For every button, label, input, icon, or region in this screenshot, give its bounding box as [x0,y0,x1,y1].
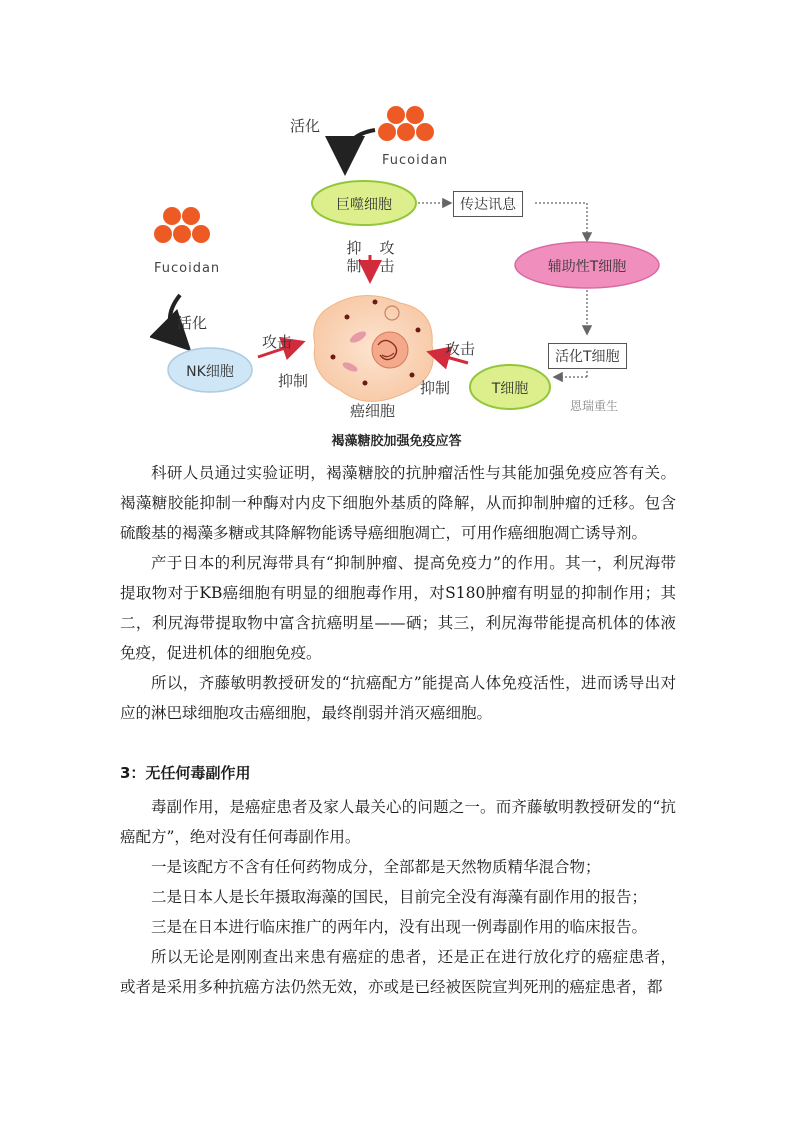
attack-label-vertical: 攻击 [379,239,395,275]
activate-label-top: 活化 [290,117,321,135]
fucoidan-label-top: Fucoidan [382,153,449,168]
activate-arrow-top [345,130,375,160]
paragraph-1: 科研人员通过实验证明，褐藻糖胶的抗肿瘤活性与其能加强免疫应答有关。褐藻糖胶能抑制一种酶对内皮下细胞外基质的降解，从而抑制肿瘤的迁移。包含硫酸基的褐藻多糖或其降解物能诱导癌细胞凋亡，可用作癌细胞凋亡诱导剂。 [120,464,676,542]
activate-label-left: 活化 [177,314,208,332]
paragraph-2: 产于日本的利尻海带具有“抑制肿瘤、提高免疫力”的作用。其一，利尻海带提取物对于KB癌细胞有明显的细胞毒作用，对S180肿瘤有明显的抑制作用；其二，利尻海带提取物中富含抗癌明星——硒；其三，利尻海带能提高机体的体液免疫，促进机体的细胞免疫。 [120,554,676,662]
helper-t-cell-label: 辅助性T细胞 [547,259,627,275]
cancer-cell-graphic [314,295,434,401]
t-cell-label: T细胞 [491,381,529,397]
paragraph-block-2 [120,792,676,1002]
activated-t-cell-box: 活化T细胞 [548,343,627,369]
figure-caption: 褐藻糖胶加强免疫应答 [331,434,462,449]
immune-response-diagram [150,95,680,430]
paragraph-5: 一是该配方不含有任何药物成分，全部都是天然物质精华混合物； [151,858,601,876]
fucoidan-dots-left [154,207,210,243]
attack-label-left: 攻击 [262,333,293,351]
paragraph-4: 毒副作用，是癌症患者及家人最关心的问题之一。而齐藤敏明教授研发的“抗癌配方”，绝对没有任何毒副作用。 [120,798,676,846]
inhibit-label-left: 抑制 [278,372,309,390]
watermark: 恩瑞重生 [570,399,619,413]
nk-cell-label: NK细胞 [186,364,234,380]
fucoidan-label-left: Fucoidan [154,261,221,276]
paragraph-6: 二是日本人是长年摄取海藻的国民，目前完全没有海藻有副作用的报告； [151,888,648,906]
paragraph-block-1 [120,458,676,728]
paragraph-3: 所以，齐藤敏明教授研发的“抗癌配方”能提高人体免疫活性，进而诱导出对应的淋巴球细胞攻击癌细胞，最终削弱并消灭癌细胞。 [120,674,676,722]
attack-label-right: 攻击 [445,340,476,358]
paragraph-8: 所以无论是刚刚查出来患有癌症的患者，还是正在进行放化疗的癌症患者，或者是采用多种抗癌方法仍然无效，亦或是已经被医院宣判死刑的癌症患者，都 [120,948,676,996]
relay-message-box: 传达讯息 [453,191,523,217]
fucoidan-dots-top [378,106,434,141]
cancer-cell-label: 癌细胞 [350,402,396,420]
inhibit-label-right: 抑制 [420,379,451,397]
paragraph-7: 三是在日本进行临床推广的两年内，没有出现一例毒副作用的临床报告。 [151,918,648,936]
inhibit-label-vertical: 抑制 [346,239,362,275]
macrophage-label: 巨噬细胞 [336,197,392,213]
section-heading: 3：无任何毒副作用 [120,764,251,782]
